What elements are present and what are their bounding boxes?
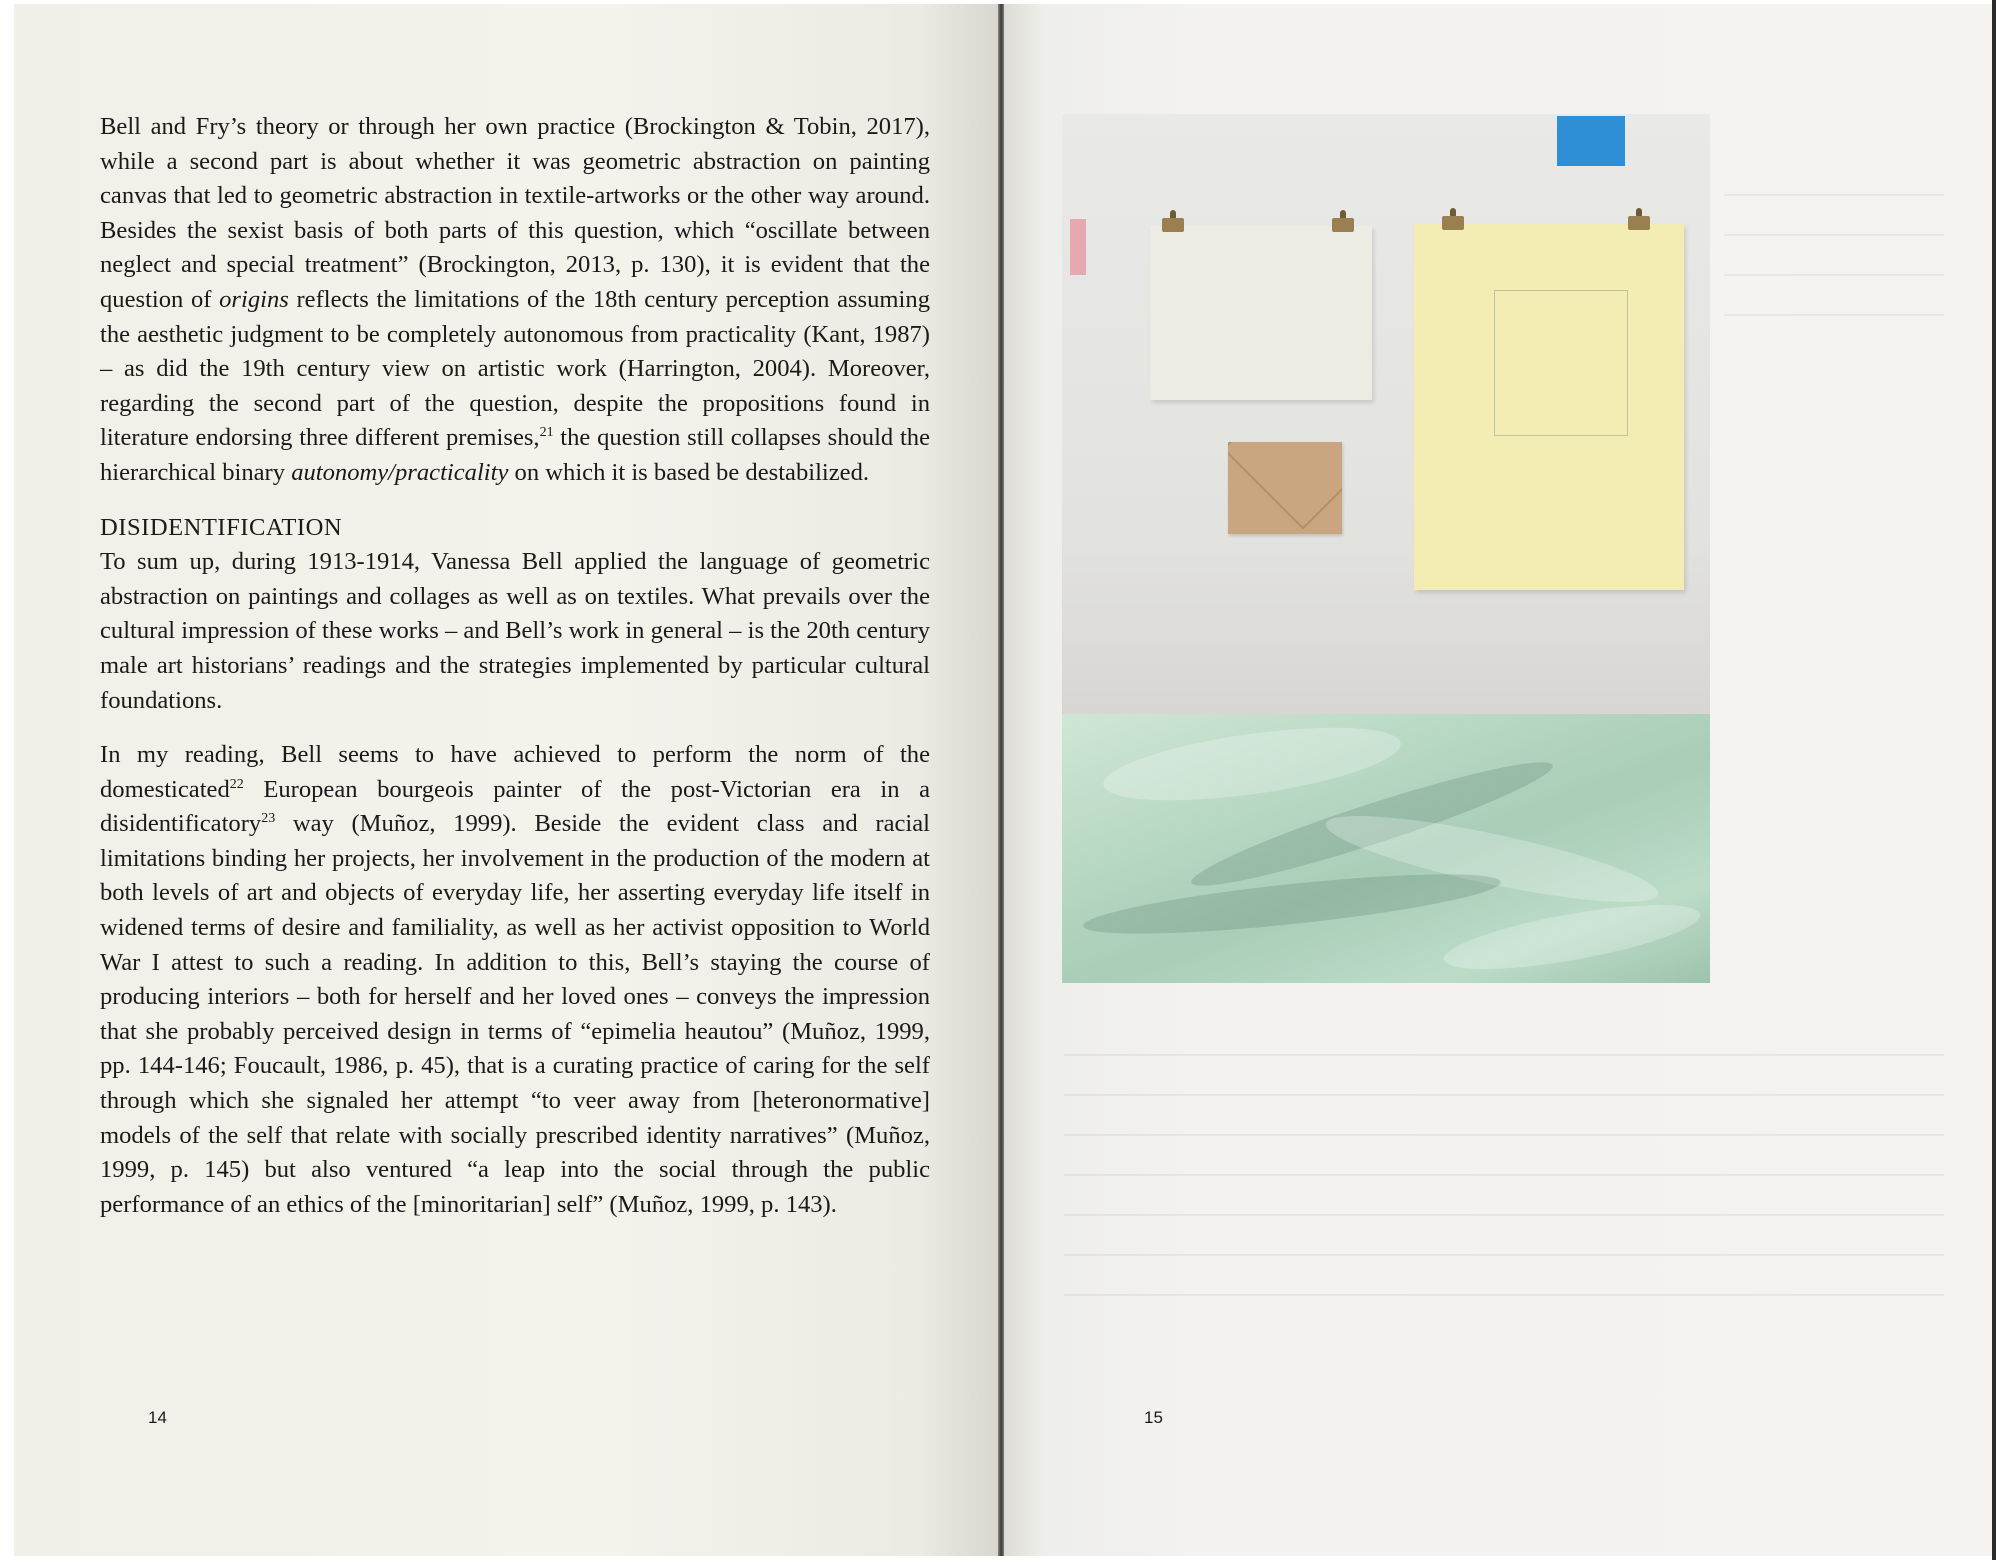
green-cloth — [1062, 714, 1710, 983]
paragraph-1 — [100, 110, 930, 491]
page-edge-shadow — [1992, 0, 1996, 1560]
envelope-flap — [1228, 442, 1342, 530]
paragraph-1-text-d: on which it is based be destabilized. — [508, 458, 870, 486]
show-through-line — [1064, 1174, 1944, 1176]
paragraph-3-text-b: European bourgeois painter of the post-Victorian era in a disidentificatory — [100, 775, 930, 838]
folded-envelope — [1228, 442, 1342, 534]
left-page — [14, 4, 998, 1556]
show-through-line — [1724, 314, 1944, 316]
show-through-line — [1724, 194, 1944, 196]
paragraph-3-text-a: In my reading, Bell seems to have achieved to perform the norm of the domesticated — [100, 741, 930, 803]
italic-origins: origins — [219, 285, 289, 313]
show-through-line — [1724, 234, 1944, 236]
paragraph-2: To sum up, during 1913-1914, Vanessa Bell applied the language of geometric abstraction on paintings and collages as well as on textiles. What prevails over the cultural impression of these works – and Bell’s work in general – is the 20th century male art historians’ readings and the strategies implemented by particular cultural foundations. — [100, 548, 930, 714]
paragraph-3-text-c: way (Muñoz, 1999). Beside the evident class and racial limitations binding her projects, her involvement in the production of the modern at both levels of art and objects of everyday life, her asserting everyday life itself in widened terms of desire and familiality, as well as her activist opposition to World War I attest to such a reading. In addition to this, Bell’s staying the course of producing interiors – both for herself and her loved ones – conveys the impression that she probably perceived design in terms of “epimelia heautou” (Muñoz, 1999, pp. 144-146; Foucault, 1986, p. 45), that is a curating practice of caring for the self through which she signaled her attempt “to veer away from [heteronormative] models of the self that relate with socially prescribed identity narratives” (Muñoz, 1999, p. 145) but also ventured “a leap into the social through the public performance of an ethics of the [minoritarian] self” (Muñoz, 1999, p. 143). — [100, 810, 930, 1218]
paragraph-1-text-c: the question still collapses should the hierarchical binary — [100, 424, 930, 486]
show-through-line — [1064, 1254, 1944, 1256]
stitched-square — [1494, 290, 1628, 436]
cloth-fold — [1440, 892, 1704, 982]
show-through-line — [1064, 1134, 1944, 1136]
bulldog-clip-icon — [1628, 216, 1650, 230]
footnote-ref-21[interactable]: 21 — [539, 425, 554, 441]
show-through-line — [1064, 1054, 1944, 1056]
section-heading: DISIDENTIFICATION — [100, 513, 343, 541]
italic-autonomy-practicality: autonomy/practicality — [291, 458, 509, 486]
book-spread — [14, 4, 1994, 1556]
bulldog-clip-icon — [1442, 216, 1464, 230]
paragraph-3 — [100, 738, 930, 1222]
show-through-line — [1064, 1294, 1944, 1296]
footnote-ref-23[interactable]: 23 — [261, 811, 276, 827]
cloth-fold — [1099, 713, 1404, 814]
footnote-ref-22[interactable]: 22 — [229, 776, 244, 792]
blue-sticky-note — [1557, 116, 1625, 166]
page-number-left: 14 — [148, 1408, 167, 1427]
yellow-textile-sheet — [1414, 224, 1684, 590]
white-textile-sheet — [1150, 226, 1372, 400]
paragraph-1-text-b: reflects the limitations of the 18th century perception assuming the aesthetic judgment to be completely autonomous from practicality (Kant, 1987) – as did the 19th century view on artistic work (Harrington, 2004). Moreover, regarding the second part of the question, despite the propositions found in literature endorsing three different premises, — [100, 285, 930, 452]
paragraph-1-text-a: Bell and Fry’s theory or through her own practice (Brockington & Tobin, 2017), while a second part is about whether it was geometric abstraction on painting canvas that led to geometric abstraction in textile-artworks or the other way around. Besides the sexist basis of both parts of this question, which “oscillate between neglect and special treatment” (Brockington, 2013, p. 130), it is evident that the question of — [100, 113, 930, 313]
show-through-line — [1064, 1094, 1944, 1096]
cloth-shadow — [1081, 862, 1503, 946]
bulldog-clip-icon — [1332, 218, 1354, 232]
show-through-line — [1064, 1214, 1944, 1216]
pink-tag — [1070, 219, 1086, 275]
bulldog-clip-icon — [1162, 218, 1184, 232]
installation-photo — [1062, 114, 1710, 983]
show-through-line — [1724, 274, 1944, 276]
page-number-right: 15 — [1144, 1408, 1163, 1427]
body-text — [100, 110, 930, 1222]
